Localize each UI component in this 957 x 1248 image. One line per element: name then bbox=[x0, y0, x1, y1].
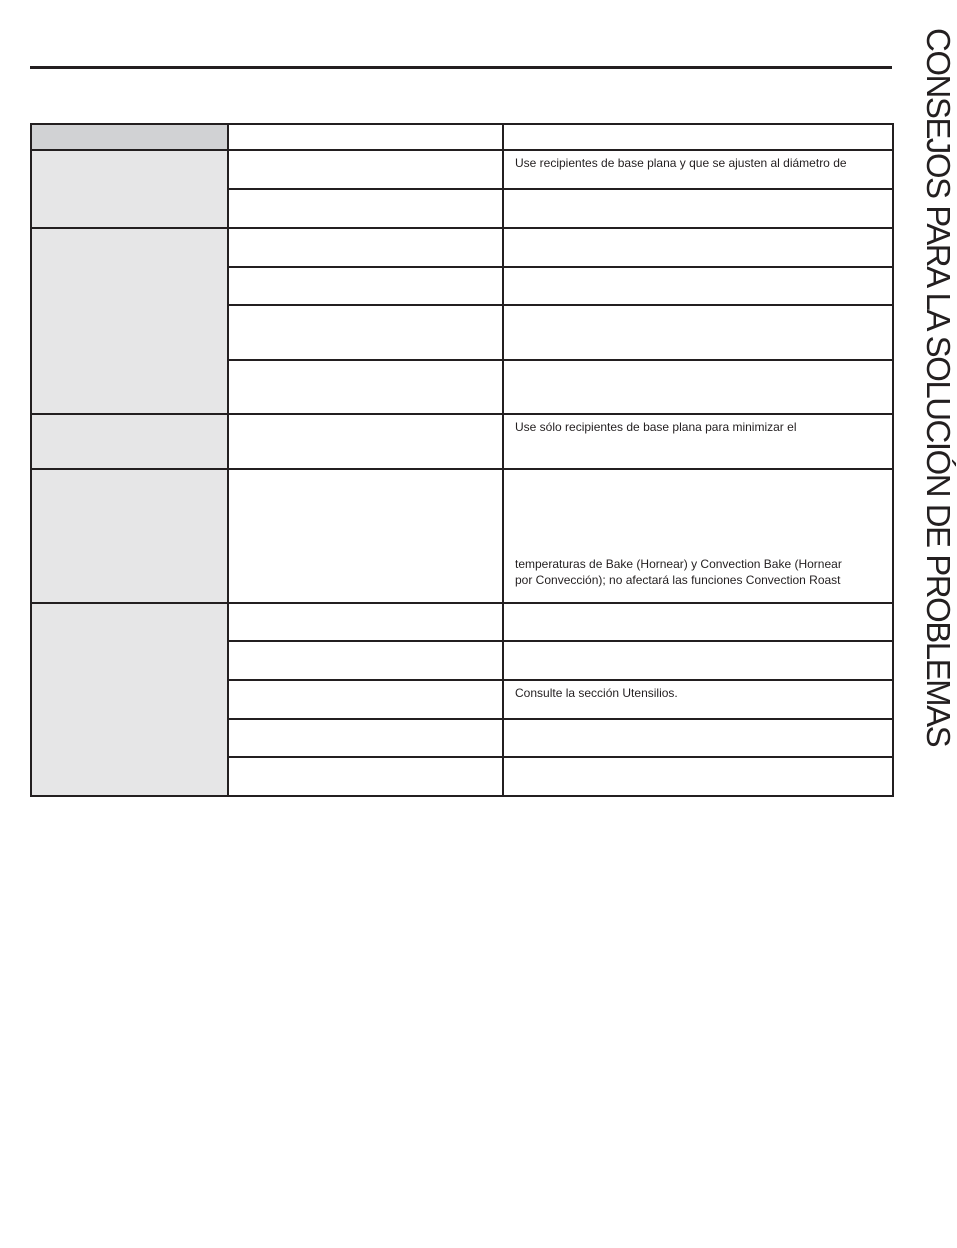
table-header-row bbox=[31, 124, 893, 150]
cause-cell bbox=[228, 469, 503, 603]
table-row bbox=[31, 228, 893, 267]
solution-cell bbox=[503, 267, 893, 305]
table-row bbox=[31, 150, 893, 189]
cause-cell bbox=[228, 189, 503, 228]
cause-cell bbox=[228, 228, 503, 267]
solution-cell bbox=[503, 414, 893, 469]
cause-cell bbox=[228, 360, 503, 414]
solution-text-line-2: por Convección); no afectará las funciones Convection Roast bbox=[515, 573, 841, 587]
solution-text: Use recipientes de base plana y que se ajusten al diámetro de bbox=[515, 156, 847, 170]
troubleshooting-table bbox=[30, 123, 894, 797]
cause-cell bbox=[228, 641, 503, 680]
header-rule bbox=[30, 66, 892, 69]
cause-cell bbox=[228, 305, 503, 360]
table-row bbox=[31, 603, 893, 641]
problem-cell bbox=[31, 469, 228, 603]
header-problem-cell bbox=[31, 124, 228, 150]
cause-cell bbox=[228, 267, 503, 305]
cause-cell bbox=[228, 414, 503, 469]
cause-cell bbox=[228, 150, 503, 189]
problem-cell bbox=[31, 414, 228, 469]
solution-text: Use sólo recipientes de base plana para minimizar el bbox=[515, 420, 797, 434]
solution-cell bbox=[503, 228, 893, 267]
cause-cell bbox=[228, 603, 503, 641]
table-row bbox=[31, 469, 893, 603]
cause-cell bbox=[228, 757, 503, 796]
side-section-title: CONSEJOS PARA LA SOLUCIÓN DE PROBLEMAS bbox=[920, 28, 957, 747]
problem-cell bbox=[31, 603, 228, 796]
header-solution-cell bbox=[503, 124, 893, 150]
solution-text-line-1: temperaturas de Bake (Hornear) y Convection Bake (Hornear bbox=[515, 557, 842, 571]
problem-cell bbox=[31, 150, 228, 228]
solution-text: Consulte la sección Utensilios. bbox=[515, 686, 678, 700]
solution-spacer bbox=[515, 474, 886, 556]
table-row bbox=[31, 414, 893, 469]
solution-cell bbox=[503, 360, 893, 414]
solution-cell bbox=[503, 641, 893, 680]
cause-cell bbox=[228, 719, 503, 757]
cause-cell bbox=[228, 680, 503, 719]
solution-cell bbox=[503, 469, 893, 603]
problem-cell bbox=[31, 228, 228, 414]
solution-cell bbox=[503, 719, 893, 757]
solution-cell bbox=[503, 189, 893, 228]
header-cause-cell bbox=[228, 124, 503, 150]
solution-cell bbox=[503, 680, 893, 719]
solution-cell bbox=[503, 757, 893, 796]
solution-cell bbox=[503, 603, 893, 641]
solution-cell bbox=[503, 150, 893, 189]
solution-cell bbox=[503, 305, 893, 360]
